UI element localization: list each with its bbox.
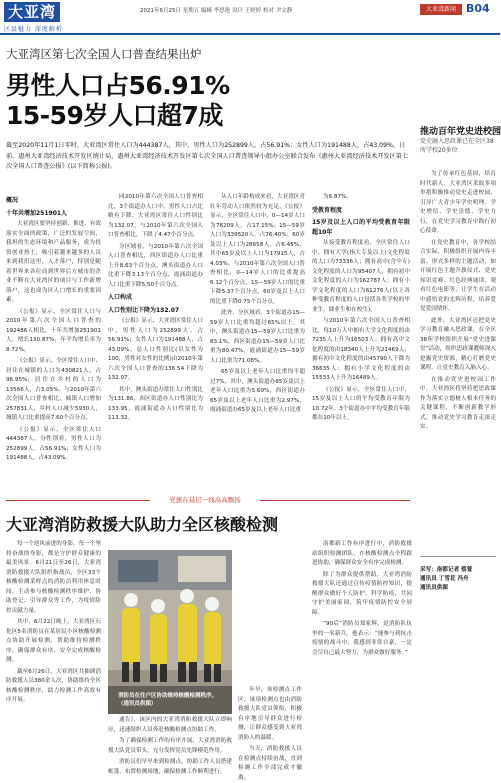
sidebar-credits: 采写：南都记者 蔡萱 通讯员 丁雪花 冯舟 通讯员供图 xyxy=(420,567,473,591)
photo-caption: 消防员在住户区协助维持核酸检测秩序。 （通讯员供图） xyxy=(118,693,218,707)
sidebar-subtitle: 党史融入思政课已在全区38所学校20多位 xyxy=(420,138,494,154)
paragraph: 当天，消防救援人员在检测点持续奋战，直到检测工作全部完成才撤离。 xyxy=(238,746,302,781)
article2-column-2 xyxy=(108,716,232,775)
paragraph: 每一个逆风前进的身影，每一个坚持奋战的身影，都是守护群众健康的最美风景。6月21日至26日，大亚湾消防救援大队组织指战员，全区33个核酸检测采样点的消防员利用休息时间，主动参与核酸检测秩序维护、协助登记、引导群众等工作，为疫情防控贡献力量。 xyxy=(6,541,101,614)
paragraph: 同2010年第六次全国人口普查相比，3个街道办人口中，男性人口占比略有下降，大亚湾区常住人口性别比为132.07，与2010年第六次全国人口普查相比，下降了4.47个百分点。 xyxy=(108,194,203,238)
paragraph: 在党史教育中，各学校结合实际，积极组织开展内容丰富、形式多样的主题活动，如开展红色主题升旗仪式、党史知识竞赛、红色经典诵读、观看红色电影等，让学生在活动中感悟党的光辉历程，培养爱党爱国情怀。 xyxy=(420,239,496,312)
subheading: 人口构成 xyxy=(108,294,133,301)
paragraph: 《公报》显示，全区常住人口中，15岁及以上人口的平均受教育年限为10.72年。3个街道办中平均受教育年限都在10年以上。 xyxy=(312,386,410,421)
paragraph: 《公报》显示，全区常住人口中，居住在城镇的人口为430821人，占96.95%；居住在乡村的人口为13566人，占3.05%。与2010年第六次全国人口普查相比，城镇人口增加257831人，乡村人口减少5930人，城镇人口比重提高7.60个百分点。 xyxy=(6,358,101,421)
paragraph: 为6.87%。 xyxy=(323,194,352,200)
paragraph: 其中，澳头街道办常住人口性别比为131.86，西区街道办人口性别比为133.95，霞涌街道办人口性别比为113.32。 xyxy=(108,386,203,421)
paragraph: 消防员们早早来到检测点，协助工作人员搭建帐篷、布置检测场地，确保检测工作顺利进行。 xyxy=(108,759,232,775)
paragraph: 分区域看，与2010年第六次全国人口普查相比，西区街道办人口比重上升8.63个百分点，澳头街道办人口比重下降3.13个百分点，霞涌街道办人口比重下降5.50个百分点。 xyxy=(108,243,203,288)
subheading: 人口性别比下降为132.07 xyxy=(108,306,180,314)
paragraph: 为了确保检测工作的有序开展，大亚湾消防救援大队党员带头，充分发挥党员先锋模范作用。 xyxy=(108,738,232,754)
firefighters-photo-illustration xyxy=(108,550,232,714)
article2-column-4 xyxy=(312,540,412,745)
paragraph: 《公报》显示，全区常住人口444387人，分性别看，男性人口为252899人，占56.91%；女性人口为191488人，占43.09%。 xyxy=(6,426,101,461)
subheading: 十年共增加251901人 xyxy=(6,209,68,217)
subheading: 概况 xyxy=(6,197,19,204)
masthead-rule xyxy=(0,33,500,35)
article2-headline: 大亚湾消防救援大队助力全区核酸检测 xyxy=(6,515,279,534)
lead-column-4 xyxy=(312,193,410,490)
subheading: 受教育程度 xyxy=(312,206,343,214)
paragraph: 从接受教育程度看，全区常住人口中，拥有大学(指大专及以上)文化程度的人口为73336人；拥有高中(含中专)文化程度的人口为95407人；拥有初中文化程度的人口为162787人；拥有小学文化程度的人口为61276人(以上各种受教育程度的人口包括各类学校的毕业生、肄业生和在校生)。 xyxy=(312,240,410,313)
lead-headline-line2: 15-59岁人口超7成 xyxy=(6,101,223,130)
subheading: 15岁及以上人口的平均受教育年限超10年 xyxy=(312,219,410,236)
paragraph: 南都新工作有序进行中，消防救援站组织检测团队，在核酸检测点全程跟进协助，确保群众安全有序完成检测。 xyxy=(312,541,412,566)
paragraph: 此外，分区域看，3个街道办15—59岁人口比重均超过65%以上。其中，澳头街道办15—59岁人口比重为83.1%，西区街道办15—59岁人口比重为80.47%，霞涌街道办15—59岁人口比重为71.08%。 xyxy=(210,310,305,364)
paragraph: 为了传承红色基因，培育时代新人，大亚湾区采取多项举措积极推动党史走进校园，引导广大青少年学史明理、学史增信、学史崇德、学史力行，在党史学习教育中践行初心使命。 xyxy=(420,171,496,234)
paragraph: 65岁及以上老年人口比重均不超过7%，其中，澳头街道办65岁及以上老年人口比重为5.69%，西区街道办65岁及以上老年人口比重为2.97%，霞涌街道办65岁及以上老年人口比重 xyxy=(210,369,305,413)
section-tag: 大亚湾新闻 xyxy=(420,4,462,15)
paragraph: 年早，该检测点工作区，该项检测点也由消防救援大队党员领衔，积极有序地引导群众进行检测，让群众感受到大亚湾消防人的温暖。 xyxy=(238,687,302,741)
lead-intro: 截至2020年11月1日零时，大亚湾区常住人口为444387人，其中，男性人口为252899人，占56.91%；女性人口为191488人，占43.09%。日前，惠州大亚湾经济技术开发区统计局、惠州大亚湾经济技术开发区第七次全国人口普查领导小组办公室联合发布《惠州大亚湾经济技术开发区第七次全国人口普查公报》(以下简称公报)。 xyxy=(6,142,409,170)
paragraph: 此外，大亚湾区还把党史学习教育融入思政课，在全区38所学校组织开展“党史进课堂”活动，组织思政课教师深入挖掘党史资源，精心打磨党史课程，让党史教育入脑入心。 xyxy=(420,317,496,371)
paragraph: 《公报》显示，全区常住人口与2010年第六次全国人口普查的192486人相比，十年共增加251901人，增长130.87%，年平均增长率为8.72%。 xyxy=(6,308,101,353)
lead-column-1 xyxy=(6,193,101,490)
page-number: B04 xyxy=(466,2,490,15)
lead-column-2 xyxy=(108,193,203,490)
section-band-label: 党旗在基层一线高高飘扬 xyxy=(150,496,260,505)
paragraph: 大亚湾区要坚持创新、推进、有效落实全面的政策，广泛的发展空间，我坦的生态环境和产品服务，成为投资创业热土，吸引着越来越多的人员来到我们这里，人才落户，特别是随着世界来各位而到世界后方城市的企业不断在大亚湾区的项目与工作新增落户，这也成为区人口增长的重要因素。 xyxy=(6,221,101,303)
news-photo xyxy=(108,550,232,714)
logo-tagline: 区县魅力 深度解析 xyxy=(4,26,63,33)
paragraph: 其中，6月22日晚上，大亚湾区石化区5名消防员在某居民小区核酸检测点协助开展检测，帮助维持检测秩序，确保群众有序、安全完成核酸检测。 xyxy=(6,619,101,663)
lead-column-3 xyxy=(210,193,305,490)
paragraph: 在推动党史进校园工作中，大亚湾区将坚持把思政课作为落实立德树人根本任务的关键课程，不断创新教学形式，推动党史学习教育走深走实。 xyxy=(420,376,496,430)
sidebar-divider xyxy=(420,556,496,557)
newspaper-logo: 大亚湾 xyxy=(4,2,60,22)
lead-kicker: 大亚湾区第七次全国人口普查结果出炉 xyxy=(6,47,202,61)
article2-column-3 xyxy=(238,686,302,781)
sidebar-body xyxy=(420,170,496,550)
paragraph: 《公报》显示，大亚湾区常住人口中，男性人口为252899人，占56.91%；女性人口为191488人，占43.09%。总人口性别比(以女性为100，男性对女性的比例)由2010年第六次全国人口普查的136.54下降为132.07。 xyxy=(108,318,203,381)
lead-headline-line1: 男性人口占56.91% xyxy=(6,71,230,100)
paragraph: 与2010年第六次全国人口普查相比，每10万人中拥有大学文化程度的由7235人上升为16503人；拥有高中文化程度的由18340人上升为21469人；拥有初中文化程度的由45790人下降为36635人；拥有小学文化程度的由15533人上升为16489人。 xyxy=(312,318,410,381)
paragraph: 截至6月26日，大亚湾区共抽调消防救援人员380余人次，协助维持全区核酸检测秩序，助力检测工作高效有序开展。 xyxy=(6,668,101,703)
paragraph: 通告》，该区内的大亚湾消防救援大队立即响应，迅速组织人员奔赴核酸检测点协助工作。 xyxy=(108,717,232,733)
paragraph: 除了为群众提供帮助，大亚湾消防救援大队还通过宣传疫情防控知识，提醒群众做好个人防护，科学防疫，共同守护美丽家园，筑牢疫情防控安全屏障。 xyxy=(312,571,412,616)
masthead-info: 2021年6月25日 星期五 编辑 李思艳 设计 王婷婷 校对 尹文静 xyxy=(140,8,293,14)
paragraph: “90后”消防员郑家辉，是消防队伍里的一名新兵，他表示：“能参与到抗击疫情的战斗中，我感到非常自豪，一定会尽自己最大努力，为群众做好服务。” xyxy=(312,621,412,656)
article2-column-1 xyxy=(6,540,101,745)
sidebar-title: 推动百年党史进校园 xyxy=(420,127,501,137)
paragraph: 从人口年龄构成来看，大亚湾区青壮年劳动人口依然较为充足。《公报》显示，全区常住人口中，0—14岁人口为76209人，占17.15%；15—59岁人口为339520人，占76.40%；60岁及以上人口为28658人，占6.45%，其中65岁及以上人口为17915人，占4.03%。与2010年第六次全国人口普查相比，0—14岁人口的比重提高6.12个百分点，15—59岁人口的比重下降5.37个百分点，60岁及以上人口的比重下降0.75个百分点。 xyxy=(210,194,305,305)
